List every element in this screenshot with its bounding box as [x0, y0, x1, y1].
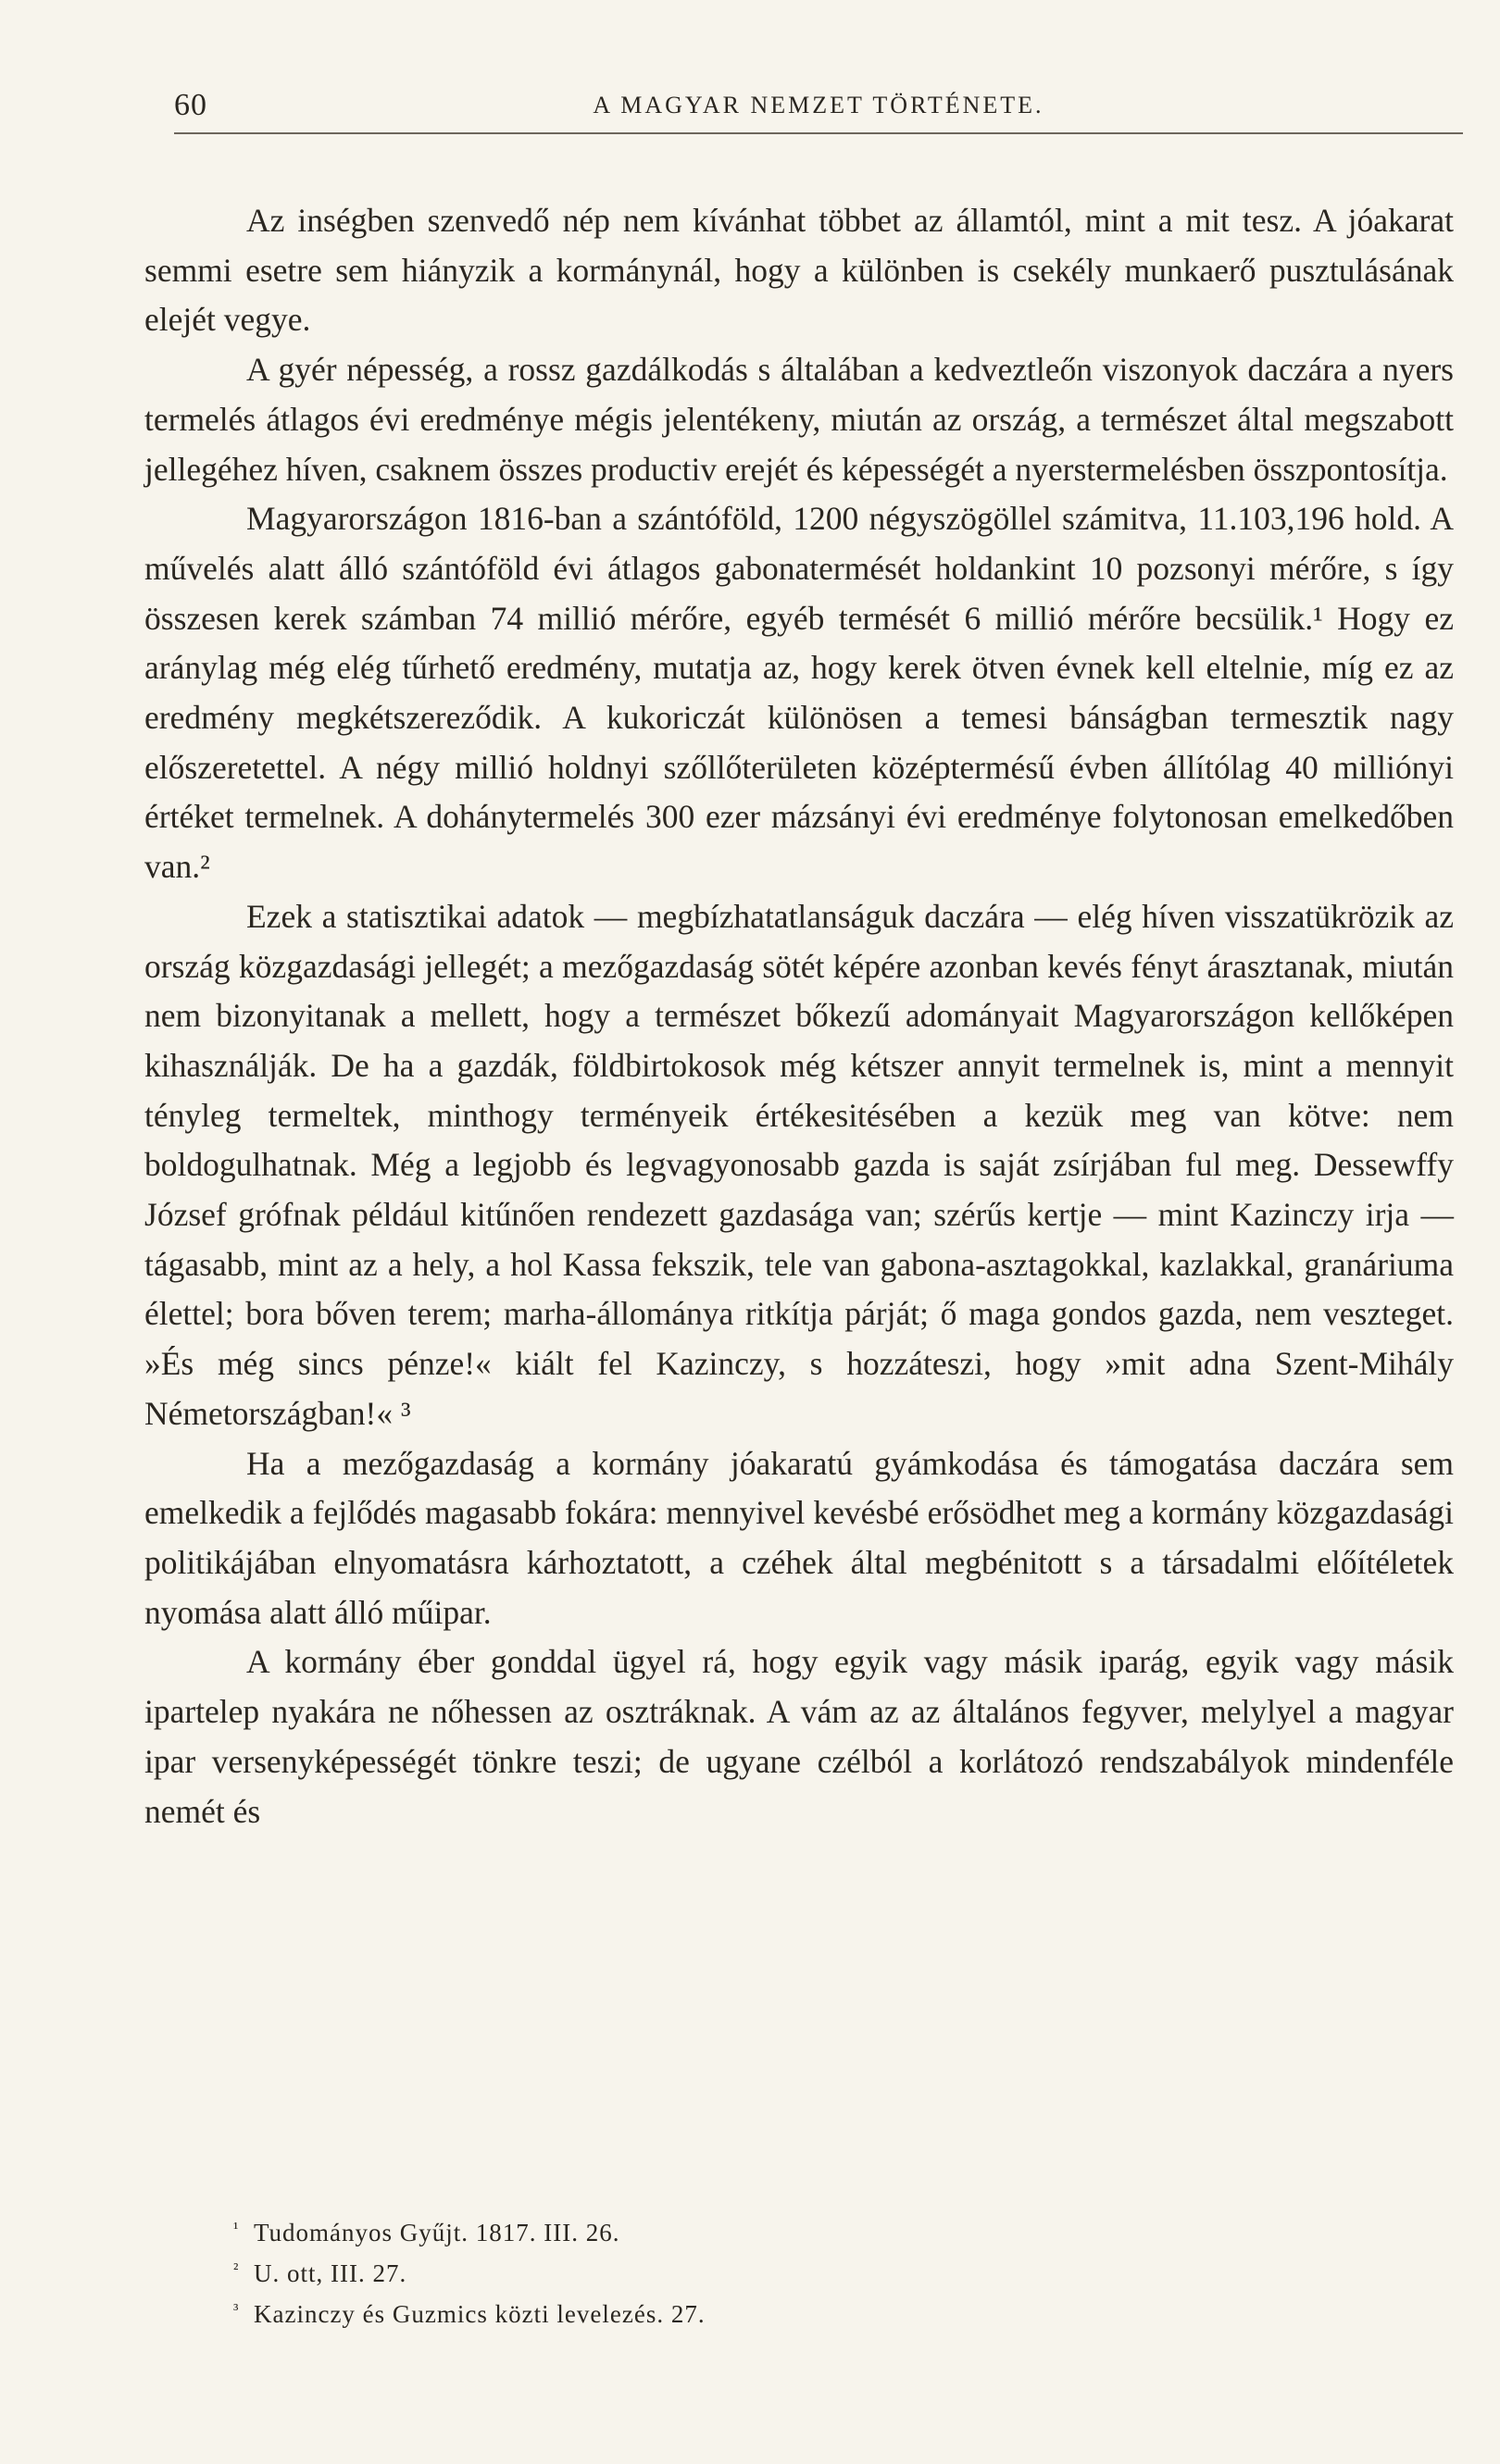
paragraph: Ezek a statisztikai adatok — megbízhatatlanságuk daczára — elég híven visszatükrözik az ország közgazdasági jellegét; a mezőgazdaság sötét képére azonban kevés fényt árasztanak, miután nem bizonyitanak a mellett, hogy a természet bőkezű adományait Magyarországon kellőképen kihasználják. De ha a gazdák, földbirtokosok még kétszer annyit termelnek is, mint a mennyit tényleg termeltek, minthogy terményeik értékesitésében a kezük meg van kötve: nem boldogulhatnak. Még a legjobb és legvagyonosabb gazda is saját zsírjában ful meg. Dessewffy József grófnak például kitűnően rendezett gazdasága van; szérűs kertje — mint Kazinczy irja — tágasabb, mint az a hely, a hol Kassa fekszik, tele van gabona-asztagokkal, kazlakkal, granáriuma élettel; bora bőven terem; marha-állománya ritkítja párját; ő maga gondos gazda, nem veszteget. »És még sincs pénze!« kiált fel Kazinczy, s hozzáteszi, hogy »mit adna Szent-Mihály Németországban!« ³: [144, 897, 1454, 1432]
footnote-mark: ¹: [233, 2219, 240, 2237]
footnote: [233, 2296, 1344, 2336]
footnote: [233, 2214, 1344, 2255]
footnote-mark: ³: [233, 2300, 240, 2319]
footnote-mark: ²: [233, 2259, 240, 2278]
footnote-text: Tudományos Gyűjt. 1817. III. 26.: [254, 2219, 620, 2246]
page-number: 60: [174, 88, 207, 122]
footnote-text: U. ott, III. 27.: [254, 2259, 407, 2287]
paragraph: Magyarországon 1816-ban a szántóföld, 1200 négyszögöllel számitva, 11.103,196 hold. A művelés alatt álló szántóföld évi átlagos gabonatermését holdankint 10 pozsonyi mérőre, s így összesen kerek számban 74 millió mérőre, egyéb termését 6 millió mérőre becsülik.¹ Hogy ez aránylag még elég tűrhető eredmény, mutatja az, hogy kerek ötven évnek kell eltelnie, míg ez az eredmény megkétszereződik. A kukoriczát különösen a temesi bánságban termesztik nagy előszeretettel. A négy millió holdnyi szőllőterületen középtermésű évben állítólag 40 milliónyi értéket termelnek. A dohánytermelés 300 ezer mázsányi évi eredménye folytonosan emelkedőben van.²: [144, 500, 1454, 886]
running-title: A MAGYAR NEMZET TÖRTÉNETE.: [593, 92, 1044, 118]
footnote-text: Kazinczy és Guzmics közti levelezés. 27.: [254, 2300, 706, 2328]
paragraph: A gyér népesség, a rossz gazdálkodás s általában a kedveztleőn viszonyok daczára a nyers termelés átlagos évi eredménye mégis jelentékeny, miután az ország, a természet által megszabott jellegéhez híven, csaknem összes productiv erejét és képességét a nyerstermelésben összpontosítja.: [144, 351, 1454, 488]
paragraph: A kormány éber gonddal ügyel rá, hogy egyik vagy másik iparág, egyik vagy másik ipartelep nyakára ne nőhessen az osztráknak. A vám az az általános fegyver, melylyel a magyar ipar versenyképességét tönkre teszi; de ugyane czélból a korlátozó rendszabályok mindenféle nemét és: [144, 1643, 1454, 1830]
paragraph: Az inségben szenvedő nép nem kívánhat többet az államtól, mint a mit tesz. A jóakarat semmi esetre sem hiányzik a kormánynál, hogy a különben is csekély munkaerő pusztulásának elejét vegye.: [144, 202, 1454, 339]
paragraph: Ha a mezőgazdaság a kormány jóakaratú gyámkodása és támogatása daczára sem emelkedik a fejlődés magasabb fokára: mennyivel kevésbé erősödhet meg a kormány közgazdasági politikájában elnyomatásra kárhoztatott, a czéhek által megbénitott s a társadalmi előítéletek nyomása alatt álló műipar.: [144, 1444, 1454, 1631]
footnotes: [233, 2214, 1344, 2336]
footnote: [233, 2255, 1344, 2296]
body-text: [144, 196, 1454, 1836]
page-header: [174, 88, 1463, 134]
